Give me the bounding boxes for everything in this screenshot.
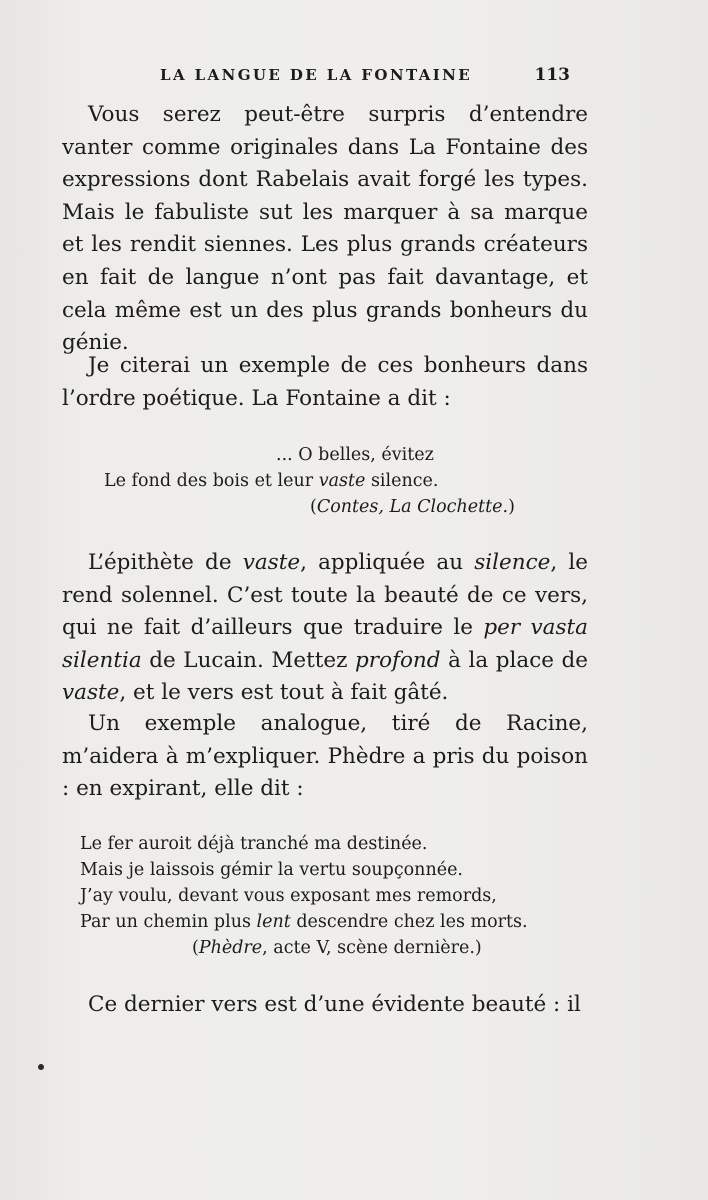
paragraph-5 <box>62 989 588 1022</box>
paragraph-3 <box>62 547 588 710</box>
paragraph-2 <box>62 350 588 415</box>
page-number: 113 <box>534 65 570 85</box>
citation-paren: ( <box>310 497 317 517</box>
italic-run: silence <box>474 550 551 575</box>
paragraph-4 <box>62 708 588 806</box>
text-run: , et le vers est tout à fait gâté. <box>119 680 449 706</box>
verse-italic: lent <box>256 912 291 932</box>
page-header <box>160 66 570 90</box>
verse-text: Par un chemin plus <box>80 912 257 932</box>
verse-line-2 <box>104 468 524 494</box>
verse-line-4 <box>80 909 620 935</box>
citation-contes <box>104 494 524 520</box>
italic-run: vaste <box>62 680 120 706</box>
paragraph-1 <box>62 99 588 360</box>
paragraph-3-text <box>62 547 588 710</box>
text-run: L’épithète de <box>88 550 243 575</box>
verse-line-2: Mais je laissois gémir la vertu soupçonnée. <box>80 860 463 880</box>
italic-run: vaste <box>242 550 301 575</box>
citation-italic: Phèdre <box>198 938 263 958</box>
verse-line-1: Le fer auroit déjà tranché ma destinée. <box>80 834 428 854</box>
italic-run: profond <box>355 647 441 673</box>
ink-speck <box>38 1064 44 1070</box>
verse-text: silence. <box>365 471 439 491</box>
text-run: de Lucain. Mettez <box>141 647 356 673</box>
paragraph-1-text: Vous serez peut-être surpris d’entendre vanter comme originales dans La Fontaine des expressions dont Rabelais avait forgé les types. Mais le fabuliste sut les marquer à sa marque et les rendit siennes. Les plus grands créateurs en fait de langue n’ont pas fait davantage, et cela même est un des plus grands bonheurs du génie. <box>62 102 588 356</box>
italic-run: per vasta silentia <box>62 615 588 673</box>
verse-italic: vaste <box>318 471 366 491</box>
verse-line-1: ... O belles, évitez <box>276 445 434 465</box>
citation-paren: ( <box>192 938 199 958</box>
verse-quote-la-fontaine <box>104 442 524 520</box>
verse-text: descendre chez les morts. <box>290 912 528 932</box>
text-run: , le rend solennel. C’est toute la beauté de ce vers, qui ne fait d’ailleurs que traduire le <box>62 550 588 641</box>
text-run: , appliquée au <box>300 550 475 575</box>
paragraph-5-text: Ce dernier vers est d’une évidente beauté : il <box>88 992 581 1017</box>
citation-italic: Contes, La Clochette. <box>316 497 509 517</box>
paragraph-4-text: Un exemple analogue, tiré de Racine, m’aidera à m’expliquer. Phèdre a pris du poison : en expirant, elle dit : <box>62 711 588 802</box>
running-head: LA LANGUE DE LA FONTAINE <box>160 66 473 84</box>
citation-text: , acte V, scène dernière.) <box>262 938 482 958</box>
text-run: à la place de <box>440 647 589 673</box>
citation-paren: ) <box>508 497 515 517</box>
citation-phedre <box>80 935 620 961</box>
verse-quote-racine <box>80 831 620 961</box>
verse-text: Le fond des bois et leur <box>104 471 319 491</box>
verse-line-3: J’ay voulu, devant vous exposant mes remords, <box>80 886 497 906</box>
paragraph-2-text: Je citerai un exemple de ces bonheurs dans l’ordre poétique. La Fontaine a dit : <box>62 353 588 411</box>
